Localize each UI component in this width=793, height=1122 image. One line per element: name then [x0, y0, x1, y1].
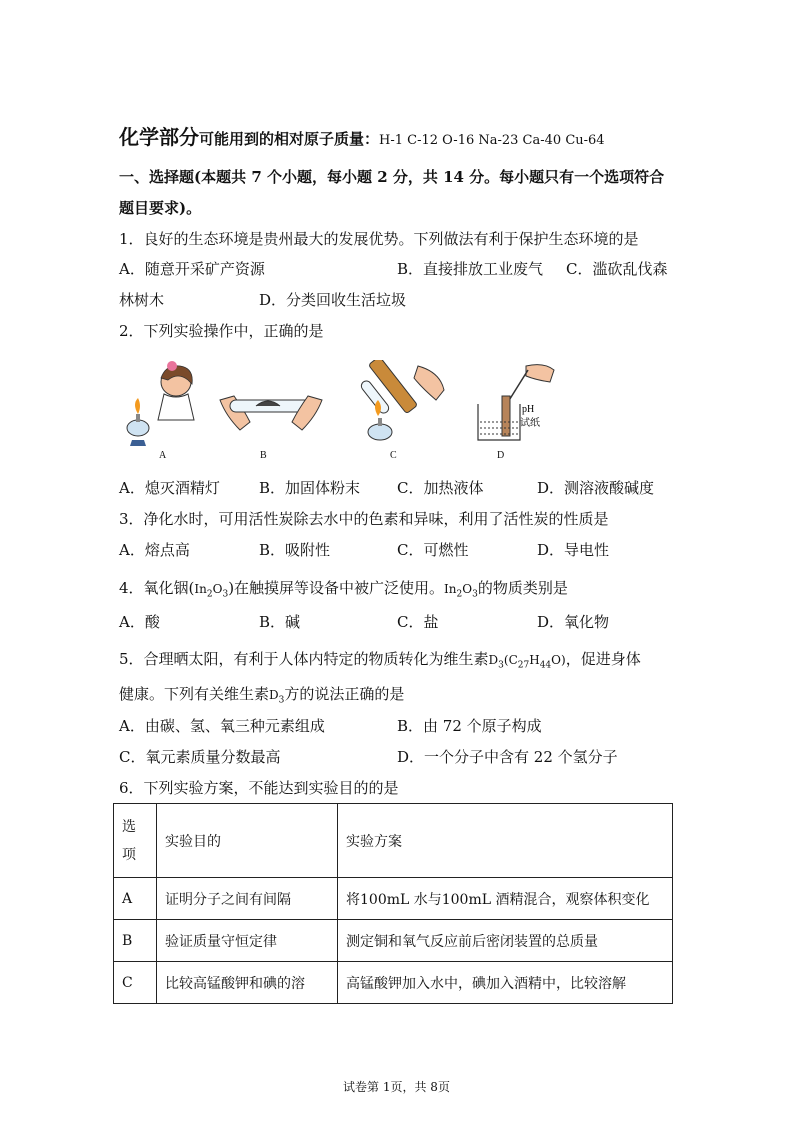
q3-option-d: D．导电性: [537, 541, 610, 559]
ph-label: pH: [522, 404, 535, 415]
q3-option-c: C．可燃性: [397, 541, 469, 559]
q1-option-c: C．滥砍乱伐森: [566, 260, 668, 278]
figure-a-blowing-lamp: [118, 360, 202, 450]
q5-stem-post: ，促进身体: [565, 650, 641, 668]
table-cell-scheme: 高锰酸钾加入水中，碘加入酒精中，比较溶解: [338, 962, 673, 1004]
table-cell-purpose: 证明分子之间有间隔: [157, 878, 338, 920]
q5-line2-post: 方的说法正确的是: [284, 685, 405, 703]
q1-option-a: A．随意开采矿产资源: [119, 260, 265, 278]
figure-label-a: A: [159, 450, 167, 461]
q5-option-c: C．氧元素质量分数最高: [119, 748, 281, 766]
table-row: [114, 878, 673, 920]
q2-stem: 2．下列实验操作中，正确的是: [119, 322, 324, 340]
figure-label-d: D: [497, 450, 505, 461]
q2-option-d: D．测溶液酸碱度: [537, 479, 655, 497]
q6-stem: 6．下列实验方案，不能达到实验目的的是: [119, 779, 399, 797]
q4-option-c: C．盐: [397, 613, 439, 631]
test-paper-label: 试纸: [520, 418, 540, 429]
q5-vitamin-formula: $D_3(C_{27}H_{44}O)$: [488, 653, 566, 671]
figure-d-ph-paper: [470, 360, 556, 450]
section1-heading-line1: 一、选择题(本题共 7 个小题，每小题 2 分，共 14 分。每小题只有一个选项符合: [119, 168, 665, 186]
table-row: [114, 920, 673, 962]
q1-option-c-cont: 林树木: [119, 291, 165, 309]
q2-option-a: A．熄灭酒精灯: [119, 479, 220, 497]
section1-heading-line2: 题目要求)。: [119, 199, 202, 217]
q6-table: [113, 803, 673, 1004]
figure-label-c: C: [390, 450, 397, 461]
q4-stem-post: 的物质类别是: [477, 579, 568, 597]
figure-label-b: B: [260, 450, 267, 461]
table-header-scheme: 实验方案: [338, 804, 673, 878]
figure-b-test-tube: [216, 360, 326, 450]
atomic-mass-label: 可能用到的相对原子质量：: [199, 130, 380, 148]
table-cell-option: C: [114, 962, 157, 1004]
q4-option-b: B．碱: [259, 613, 301, 631]
q5-stem-line2: [119, 684, 404, 710]
table-header-option: 选 项: [114, 804, 157, 878]
header-line: [119, 127, 605, 151]
q5-option-b: B．由 72 个原子构成: [397, 717, 542, 735]
section-title: 化学部分: [119, 125, 199, 149]
q1-option-d: D．分类回收生活垃圾: [259, 291, 407, 309]
atomic-masses: H-1 C-12 O-16 Na-23 Ca-40 Cu-64: [379, 133, 605, 148]
q5-option-d: D．一个分子中含有 22 个氢分子: [397, 748, 618, 766]
q5-option-a: A．由碳、氢、氧三种元素组成: [119, 717, 325, 735]
q5-vitamin-d3: $D_3$: [269, 688, 285, 706]
table-header-row: [114, 804, 673, 878]
q4-formula-1: $In_2O_3$: [194, 582, 229, 600]
q3-option-a: A．熔点高: [119, 541, 190, 559]
q1-option-b: B．直接排放工业废气: [397, 260, 544, 278]
q4-stem-pre: 4．氧化铟(: [119, 579, 195, 597]
q4-option-d: D．氧化物: [537, 613, 610, 631]
q4-option-a: A．酸: [119, 613, 160, 631]
table-cell-scheme: 测定铜和氧气反应前后密闭装置的总质量: [338, 920, 673, 962]
q2-option-c: C．加热液体: [397, 479, 484, 497]
q3-option-b: B．吸附性: [259, 541, 331, 559]
q4-formula-2: $In_2O_3$: [444, 582, 478, 600]
q5-stem-line1: [119, 649, 641, 675]
table-row: [114, 962, 673, 1004]
table-header-purpose: 实验目的: [157, 804, 338, 878]
table-cell-purpose: 验证质量守恒定律: [157, 920, 338, 962]
q1-stem: 1．良好的生态环境是贵州最大的发展优势。下列做法有利于保护生态环境的是: [119, 230, 639, 248]
page-footer: 试卷第 1页，共 8页: [343, 1080, 450, 1094]
table-cell-option: B: [114, 920, 157, 962]
table-cell-option: A: [114, 878, 157, 920]
table-cell-purpose: 比较高锰酸钾和碘的溶: [157, 962, 338, 1004]
q5-stem-pre: 5．合理晒太阳，有利于人体内特定的物质转化为维生素: [119, 650, 489, 668]
table-cell-scheme: 将100mL 水与100mL 酒精混合，观察体积变化: [338, 878, 673, 920]
q2-option-b: B．加固体粉末: [259, 479, 361, 497]
q4-stem-mid: )在触摸屏等设备中被广泛使用。: [228, 579, 445, 597]
figure-c-heating-liquid: [356, 360, 452, 452]
q4-stem: [119, 578, 568, 604]
q5-line2-pre: 健康。下列有关维生素: [119, 685, 270, 703]
q3-stem: 3．净化水时，可用活性炭除去水中的色素和异味，利用了活性炭的性质是: [119, 510, 609, 528]
